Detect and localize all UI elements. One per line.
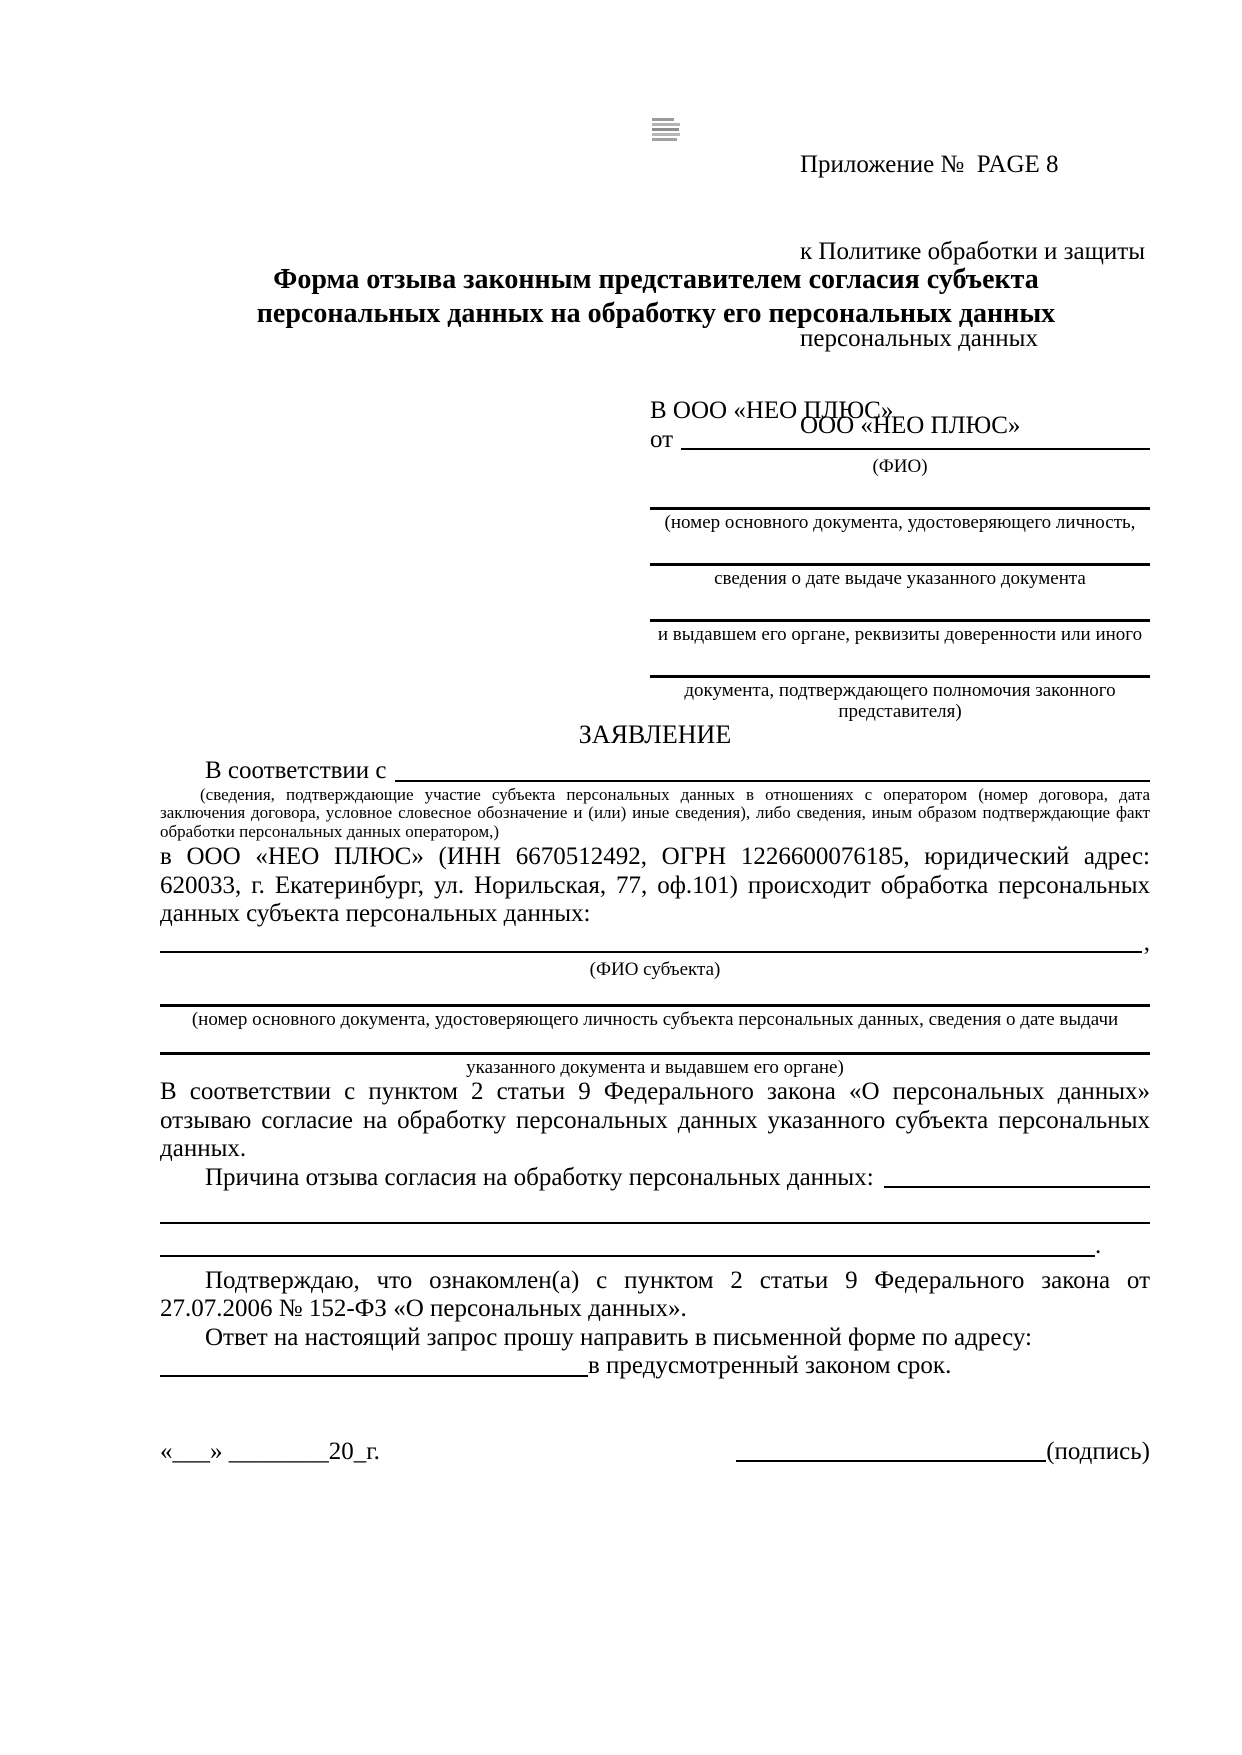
appendix-line-4: ООО «НЕО ПЛЮС» [800,412,1021,439]
from-label: от [650,426,674,453]
subject-fio-row [160,929,1150,958]
line-terminator: . [1095,1232,1102,1259]
from-blank-field [681,447,1150,450]
reply-address-blank-field [160,1374,588,1377]
subject-doc-blank-field-2 [160,1052,1150,1055]
page-title: Форма отзыва законным представителем согласия субъекта персональных данных на обработку его персональных данных [256,264,1056,329]
reason-blank-line-2-row [160,1232,1150,1261]
statement-body [160,757,1150,1381]
appendix-line-2: к Политике обработки и защиты [800,238,1146,265]
fine-print-note: (сведения, подтверждающие участие субъекта персональных данных в отношениях с оператором (номер договора, дата заключения договора, условное словесное обозначение и (или) иные сведения), либо сведения, иным образом подтверждающие факт обработки персональных данных оператором,) [160,784,1150,841]
intro-row [160,757,1150,786]
issue-date-caption: сведения о дате выдаче указанного документа [714,568,1086,589]
signature-caption: (подпись) [1046,1438,1150,1465]
intro-label: В соответствии с [205,757,387,784]
reply-address-row [160,1352,1150,1381]
footer [160,1437,1150,1466]
signature-blank-field [736,1459,1046,1462]
reason-blank-line-2 [160,1254,1095,1257]
blank-field-doc-number [650,507,1150,510]
reply-paragraph: Ответ на настоящий запрос прошу направить в письменной форме по адресу: [205,1323,1032,1351]
reply-suffix: в предусмотренный законом срок. [588,1352,952,1379]
confirm-paragraph: Подтверждаю, что ознакомлен(а) с пунктом 2 статьи 9 Федерального закона от 27.07.2006 № 152-ФЗ «О персональных данных». [160,1266,1150,1322]
reason-label: Причина отзыва согласия на обработку персональных данных: [205,1163,874,1191]
reason-row [160,1164,1150,1193]
doc-number-caption: (номер основного документа, удостоверяющего личность, [664,512,1136,533]
reason-blank-field [884,1185,1150,1188]
addressee-to: В ООО «НЕО ПЛЮС» [650,397,894,424]
blank-field-issuer [650,619,1150,622]
date-line: «___» ________20_г. [160,1438,380,1465]
subject-doc-caption-1: (номер основного документа, удостоверяющего личность субъекта персональных данных, сведения о дате выдачи [191,1009,1119,1030]
signature-block [736,1437,1150,1466]
blank-field-authority-doc [650,675,1150,678]
from-row [650,425,1150,454]
issuer-caption: и выдавшем его органе, реквизиты доверенности или иного [657,624,1143,645]
subject-fio-caption: (ФИО субъекта) [589,959,721,980]
intro-blank-field [395,779,1150,782]
reason-blank-line-1 [160,1222,1150,1224]
withdrawal-paragraph: В соответствии с пунктом 2 статьи 9 Федерального закона «О персональных данных» отзываю согласие на обработку персональных данных указанного субъекта персональных данных. [160,1078,1150,1162]
fio-caption: (ФИО) [872,456,928,477]
subject-fio-blank-field [160,950,1142,953]
addressee-block [650,396,1150,722]
authority-doc-caption: документа, подтверждающего полномочия законного представителя) [684,680,1116,722]
trailing-comma: , [1143,928,1150,956]
statement-heading: ЗАЯВЛЕНИЕ [578,720,732,749]
subject-doc-blank-field-1 [160,1004,1150,1007]
appendix-line-1: Приложение № PAGE 8 [800,151,1059,178]
text-lines-icon [652,118,680,143]
appendix-line-3: персональных данных [800,325,1038,352]
blank-field-issue-date [650,563,1150,566]
subject-doc-caption-2: указанного документа и выдавшем его органе) [466,1057,844,1078]
operator-paragraph: в ООО «НЕО ПЛЮС» (ИНН 6670512492, ОГРН 1226600076185, юридический адрес: 620033, г. Екатеринбург, ул. Норильская, 77, оф.101) происходит обработка персональных данных субъекта персональных данных: [160,843,1150,927]
